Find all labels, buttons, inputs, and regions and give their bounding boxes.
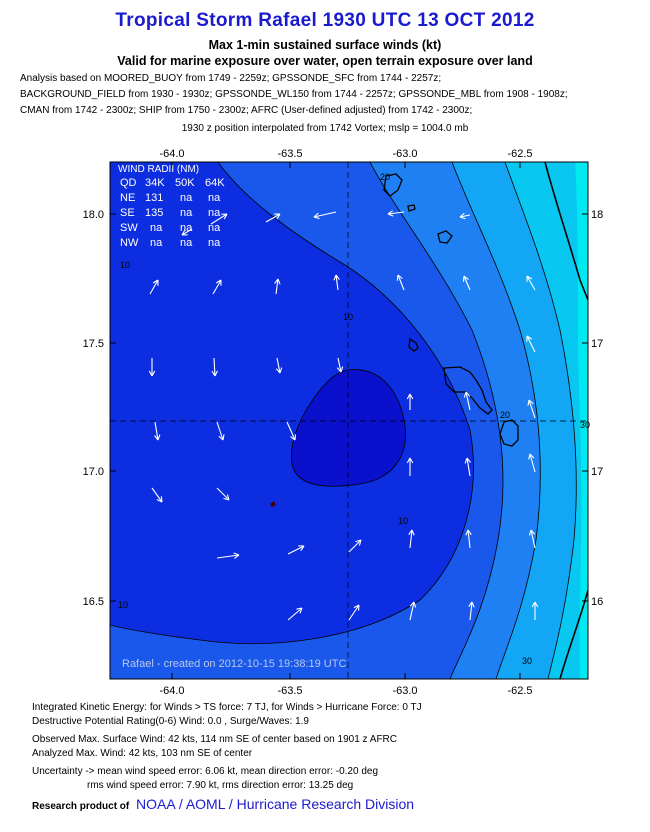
- lat-tick-label-right: 17: [591, 338, 604, 350]
- lat-tick-label-left: 18.0: [82, 209, 104, 221]
- lat-tick-label-left: 16.5: [82, 596, 104, 608]
- analysis-line-2: BACKGROUND_FIELD from 1930 - 1930z; GPSSONDE_WL150 from 1744 - 2257z; GPSSONDE_MBL from 1908 - 1908z;: [20, 89, 568, 100]
- lat-tick-label-right: 16: [591, 596, 604, 608]
- wind-radii-cell: na: [150, 222, 163, 234]
- wind-radii-cell: NE: [120, 192, 136, 204]
- page-subtitle-exposure: Valid for marine exposure over water, open terrain exposure over land: [117, 54, 533, 68]
- lon-tick-label-top: -63.0: [392, 148, 418, 160]
- wind-radii-cell: NW: [120, 237, 139, 249]
- wind-radii-cell: na: [208, 222, 221, 234]
- wind-radii-col-64k: 64K: [205, 177, 225, 189]
- page-title: Tropical Storm Rafael 1930 UTC 13 OCT 2012: [115, 10, 535, 31]
- lat-tick-label-right: 18: [591, 209, 604, 221]
- destructive-potential-line: Destructive Potential Rating(0-6) Wind: 0.0 , Surge/Waves: 1.9: [32, 716, 309, 727]
- wind-radii-cell: na: [208, 192, 221, 204]
- map-watermark: Rafael - created on 2012-10-15 19:38:19 UTC: [122, 658, 347, 670]
- wind-radii-col-50k: 50K: [175, 177, 195, 189]
- contour-label: 20: [380, 172, 391, 182]
- observed-max-wind-line: Observed Max. Surface Wind: 42 kts, 114 nm SE of center based on 1901 z AFRC: [32, 734, 397, 745]
- wind-radii-title: WIND RADII (NM): [118, 164, 200, 175]
- lon-tick-label-bottom: -64.0: [159, 685, 185, 697]
- lat-tick-label-left: 17.5: [82, 338, 104, 350]
- wind-radii-cell: na: [180, 237, 193, 249]
- wind-radii-cell: na: [208, 237, 221, 249]
- lon-tick-label-bottom: -63.5: [277, 685, 303, 697]
- credit-label: Research product of: [32, 801, 130, 812]
- wind-radii-cell: na: [150, 237, 163, 249]
- page-subtitle: Max 1-min sustained surface winds (kt): [208, 38, 442, 52]
- wind-radii-cell: na: [180, 207, 193, 219]
- rms-error-line: rms wind speed error: 7.90 kt, rms direction error: 13.25 deg: [87, 780, 354, 791]
- uncertainty-line: Uncertainty -> mean wind speed error: 6.06 kt, mean direction error: -0.20 deg: [32, 766, 379, 777]
- lon-tick-label-top: -64.0: [159, 148, 185, 160]
- position-line: 1930 z position interpolated from 1742 Vortex; mslp = 1004.0 mb: [181, 123, 469, 134]
- credit-line: [32, 796, 414, 812]
- contour-label: 10: [398, 516, 409, 526]
- ike-line: Integrated Kinetic Energy: for Winds > TS force: 7 TJ, for Winds > Hurricane Force: 0 TJ: [32, 702, 422, 713]
- lat-tick-label-right: 17: [591, 466, 604, 478]
- contour-label: 10: [118, 600, 129, 610]
- lat-tick-label-left: 17.0: [82, 466, 104, 478]
- wind-radii-col-qd: QD: [120, 177, 137, 189]
- wind-radii-cell: na: [208, 207, 221, 219]
- lon-tick-label-top: -63.5: [277, 148, 303, 160]
- wind-radii-cell: 131: [145, 192, 164, 204]
- lon-tick-label-bottom: -63.0: [392, 685, 418, 697]
- contour-label: 20: [500, 410, 511, 420]
- wind-radii-cell: na: [180, 192, 193, 204]
- contour-label: 30: [522, 656, 533, 666]
- wind-radii-cell: na: [180, 222, 193, 234]
- wind-radii-col-34k: 34K: [145, 177, 165, 189]
- credit-org: NOAA / AOML / Hurricane Research Division: [136, 796, 415, 812]
- contour-label: 30: [580, 420, 591, 430]
- analysis-line-1: Analysis based on MOORED_BUOY from 1749 - 2259z; GPSSONDE_SFC from 1744 - 2257z;: [20, 73, 442, 84]
- contour-label: 10: [120, 260, 131, 270]
- analysis-line-3: CMAN from 1742 - 2300z; SHIP from 1750 - 2300z; AFRC (User-defined adjusted) from 1742 - 2300z;: [20, 105, 473, 116]
- contour-label: 10: [343, 312, 354, 322]
- lon-tick-label-top: -62.5: [507, 148, 533, 160]
- wind-radii-cell: SW: [120, 222, 138, 234]
- lon-tick-label-bottom: -62.5: [507, 685, 533, 697]
- wind-radii-cell: SE: [120, 207, 135, 219]
- analyzed-max-wind-line: Analyzed Max. Wind: 42 kts, 103 nm SE of center: [32, 748, 253, 759]
- wind-radii-cell: 135: [145, 207, 164, 219]
